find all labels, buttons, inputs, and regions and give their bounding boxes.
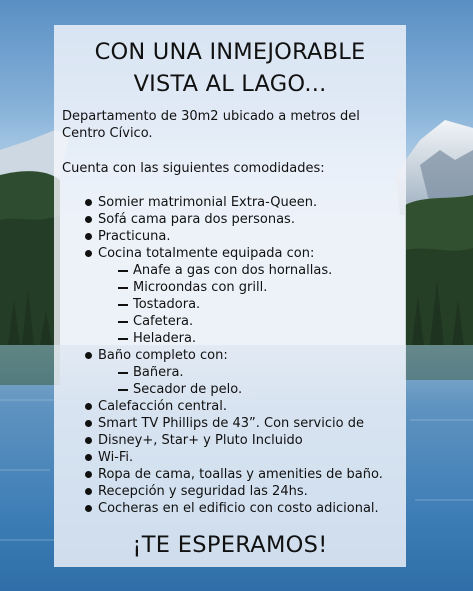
amenity-item: Disney+, Star+ y Pluto Incluido xyxy=(54,432,383,449)
info-card xyxy=(54,25,406,567)
amenity-subitem: Heladera. xyxy=(54,330,383,347)
amenity-subitem: Tostadora. xyxy=(54,296,383,313)
amenity-item: Cocina totalmente equipada con: xyxy=(54,245,383,262)
amenity-subitem: Bañera. xyxy=(54,364,383,381)
amenity-subitem: Cafetera. xyxy=(54,313,383,330)
amenity-subitem: Secador de pelo. xyxy=(54,381,383,398)
amenity-item: Practicuna. xyxy=(54,228,383,245)
amenity-item: Wi-Fi. xyxy=(54,449,383,466)
amenity-item: Cocheras en el edificio con costo adicional. xyxy=(54,500,383,517)
title-line-2: VISTA AL LAGO... xyxy=(133,71,327,97)
amenity-item: Calefacción central. xyxy=(54,398,383,415)
page-title xyxy=(54,36,406,100)
amenity-item: Ropa de cama, toallas y amenities de baño. xyxy=(54,466,383,483)
amenity-subitem: Microondas con grill. xyxy=(54,279,383,296)
amenity-item: Baño completo con: xyxy=(54,347,383,364)
amenity-item: Smart TV Phillips de 43”. Con servicio de xyxy=(54,415,383,432)
closing-text: ¡TE ESPERAMOS! xyxy=(132,532,328,558)
amenity-item: Sofá cama para dos personas. xyxy=(54,211,383,228)
amenities-intro: Cuenta con las siguientes comodidades: xyxy=(62,161,325,176)
intro-text: Departamento de 30m2 ubicado a metros del Centro Cívico. xyxy=(62,109,360,141)
title-line-1: CON UNA INMEJORABLE xyxy=(94,39,366,65)
amenity-item: Recepción y seguridad las 24hs. xyxy=(54,483,383,500)
amenity-item: Somier matrimonial Extra-Queen. xyxy=(54,194,383,211)
amenity-subitem: Anafe a gas con dos hornallas. xyxy=(54,262,383,279)
amenities-list xyxy=(54,194,383,517)
